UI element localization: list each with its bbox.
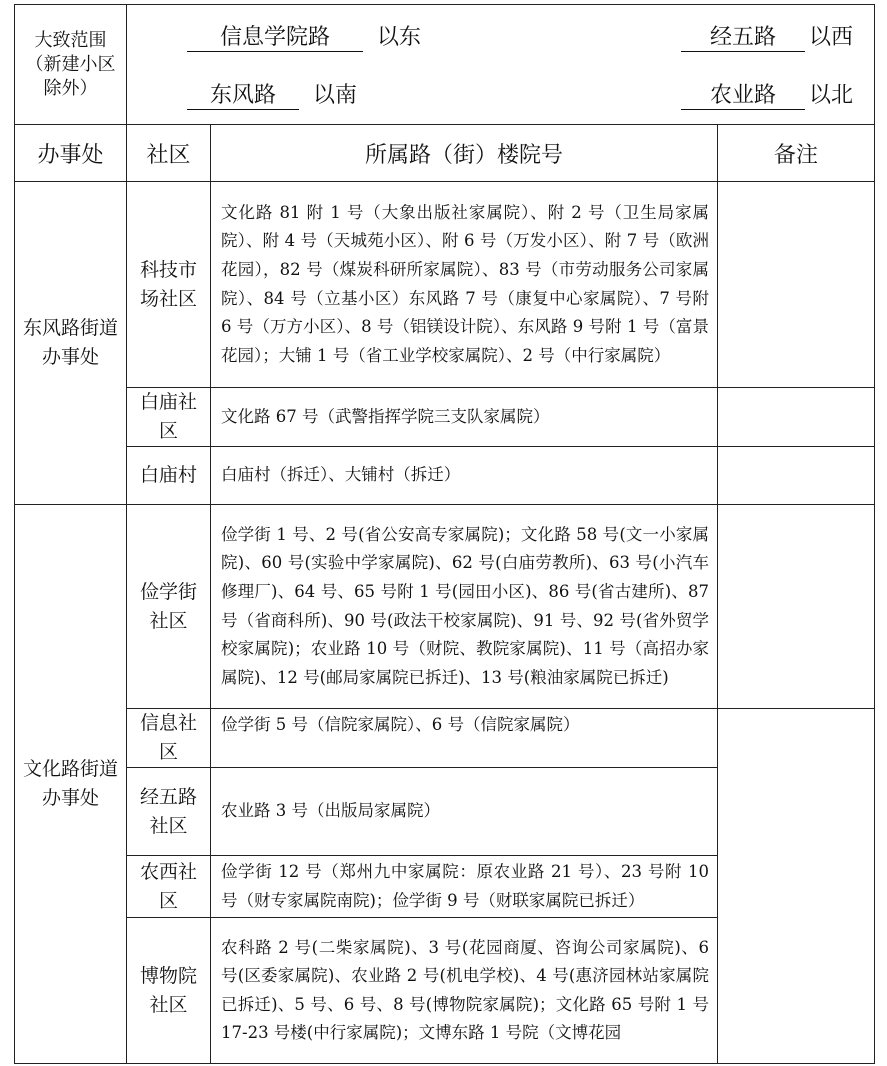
south-boundary: [187, 78, 357, 110]
office-wenhualu: 文化路街道办事处: [15, 505, 127, 1064]
north-suffix: 以北: [809, 82, 854, 108]
office-dongfenglu: 东风路街道办事处: [15, 182, 127, 505]
table-row: [15, 182, 875, 388]
south-suffix: 以南: [313, 82, 358, 108]
community-name: 博物院社区: [127, 918, 211, 1064]
col-address: 所属路（街）楼院号: [211, 125, 718, 182]
east-boundary: [187, 20, 421, 52]
community-address: 俭学街 1 号、2 号(省公安高专家属院)；文化路 58 号(文一小家属院)、60 号(实验中学家属院)、62 号(白庙劳教所)、63 号(小汽车修理厂)、64 号、65 号附 1 号(园田小区)、86 号(省古建所)、87 号（省商科所)、90 号(政法干校家属院)、91 号、92 号(省外贸学校家属院)；农业路 10 号（财院、教院家属院)、11 号（高招办家属院)、12 号(邮局家属院已拆迁)、13 号(粮油家属院已拆迁): [211, 505, 718, 709]
note-cell: [718, 447, 875, 505]
community-name: 白庙社区: [127, 388, 211, 447]
west-suffix: 以西: [809, 24, 854, 50]
east-suffix: 以东: [377, 24, 422, 50]
column-header-row: [15, 125, 875, 182]
community-name: 科技市场社区: [127, 182, 211, 388]
table-row: [15, 388, 875, 447]
col-community: 社区: [127, 125, 211, 182]
community-address: 农业路 3 号（出版局家属院）: [211, 768, 718, 856]
community-address: 白庙村（拆迁）、大铺村（拆迁）: [211, 447, 718, 505]
note-cell: [718, 505, 875, 709]
community-name: 农西社区: [127, 856, 211, 918]
community-name: 经五路社区: [127, 768, 211, 856]
note-cell: [718, 709, 875, 1064]
community-name: 俭学街社区: [127, 505, 211, 709]
west-boundary: [681, 20, 853, 52]
west-road: 经五路: [681, 20, 805, 52]
table-row: [15, 505, 875, 709]
note-cell: [718, 388, 875, 447]
table-row: [15, 709, 875, 768]
note-cell: [718, 182, 875, 388]
community-address: 俭学街 5 号（信院家属院）、6 号（信院家属院）: [211, 709, 718, 768]
community-address: 农科路 2 号(二柴家属院)、3 号(花园商厦、咨询公司家属院)、6 号(区委家属院)、农业路 2 号(机电学校)、4 号(惠济园林站家属院已拆迁)、5 号、6 号、8 号(博物院家属院)；文化路 65 号附 1 号 17-23 号楼(中行家属院)；文博东路 1 号院（文博花园: [211, 918, 718, 1064]
community-address: 文化路 81 附 1 号（大象出版社家属院）、附 2 号（卫生局家属院）、附 4 号（天城苑小区）、附 6 号（万发小区）、附 7 号（欧洲花园），82 号（煤炭科研所家属院）、83 号（市劳动服务公司家属院）、84 号（立基小区）东风路 7 号（康复中心家属院）、7 号附 6 号（万方小区）、8 号（铝镁设计院）、东风路 9 号附 1 号（富景花园）；大铺 1 号（省工业学校家属院）、2 号（中行家属院）: [211, 182, 718, 388]
col-office: 办事处: [15, 125, 127, 182]
range-cell: [127, 5, 875, 125]
community-table: [14, 4, 875, 1064]
east-road: 信息学院路: [187, 20, 363, 52]
south-road: 东风路: [187, 78, 299, 110]
north-road: 农业路: [681, 78, 805, 110]
col-note: 备注: [718, 125, 875, 182]
community-name: 信息社区: [127, 709, 211, 768]
community-address: 文化路 67 号（武警指挥学院三支队家属院）: [211, 388, 718, 447]
north-boundary: [681, 78, 853, 110]
community-name: 白庙村: [127, 447, 211, 505]
range-row: [15, 5, 875, 125]
table-row: [15, 447, 875, 505]
range-label: 大致范围（新建小区除外）: [15, 5, 127, 125]
community-address: 俭学街 12 号（郑州九中家属院：原农业路 21 号）、23 号附 10 号（财专家属院南院)；俭学街 9 号（财联家属院已拆迁）: [211, 856, 718, 918]
